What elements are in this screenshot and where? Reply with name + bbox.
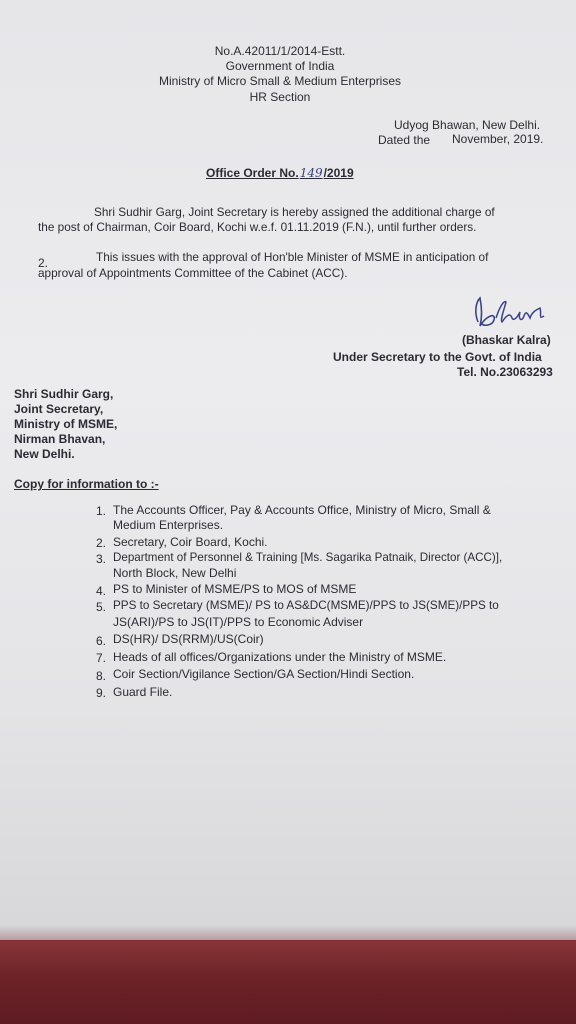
addressee-line: Joint Secretary, [14,402,104,416]
signatory-designation: Under Secretary to the Govt. of India [333,350,542,364]
addressee-line: Shri Sudhir Garg, [14,387,114,401]
place-line: Udyog Bhawan, New Delhi. [394,118,541,132]
order-title-prefix: Office Order No. [206,166,299,180]
list-item-number: 5. [95,600,106,614]
government-line: Government of India [225,59,335,73]
para2-number: 2. [38,256,49,270]
para2-line2: approval of Appointments Committee of the Cabinet (ACC). [38,266,348,280]
list-item: The Accounts Officer, Pay & Accounts Office, Ministry of Micro, Small & [113,503,491,517]
list-item-number: 9. [95,686,106,700]
copy-heading: Copy for information to :- [14,477,159,491]
para1-line2: the post of Chairman, Coir Board, Kochi w.e.f. 01.11.2019 (F.N.), until further orders. [38,220,477,234]
para1-line1: Shri Sudhir Garg, Joint Secretary is hereby assigned the additional charge of [94,205,495,219]
list-item: PS to Minister of MSME/PS to MOS of MSME [113,582,357,596]
dated-value: November, 2019. [452,132,544,146]
order-number-handwritten: 149 [299,166,323,180]
dated-label: Dated the [378,133,431,147]
file-number: No.A.42011/1/2014-Estt. [214,44,346,58]
signatory-telephone: Tel. No.23063293 [457,365,553,379]
list-item-number: 1. [95,504,106,518]
list-item-number: 2. [95,536,106,550]
list-item-number: 6. [95,634,106,648]
order-title [206,166,354,181]
list-item: Coir Section/Vigilance Section/GA Section/Hindi Section. [113,667,415,681]
addressee-line: Nirman Bhavan, [14,432,106,446]
addressee-line: Ministry of MSME, [14,417,118,431]
signature-image [470,294,560,334]
paper-bottom-shadow [0,925,576,941]
list-item: Secretary, Coir Board, Kochi. [113,535,268,549]
list-item: PPS to Secretary (MSME)/ PS to AS&DC(MSME)/PPS to JS(SME)/PPS to [113,599,499,612]
list-item: Guard File. [113,685,173,699]
list-item: Department of Personnel & Training [Ms. Sagarika Patnaik, Director (ACC)], [113,551,503,564]
addressee-line: New Delhi. [14,447,75,461]
list-item-number: 4. [95,584,106,598]
section-line: HR Section [249,90,311,104]
ministry-line: Ministry of Micro Small & Medium Enterprises [158,74,402,88]
para2-line1: This issues with the approval of Hon'ble Minister of MSME in anticipation of [96,250,489,264]
signatory-name: (Bhaskar Kalra) [462,333,551,347]
list-item: Medium Enterprises. [113,518,224,532]
list-item: Heads of all offices/Organizations under the Ministry of MSME. [113,650,447,664]
list-item-number: 7. [95,651,106,665]
order-title-suffix: /2019 [323,166,354,180]
list-item: North Block, New Delhi [113,566,237,580]
list-item-number: 3. [95,552,106,566]
list-item: DS(HR)/ DS(RRM)/US(Coir) [113,632,264,646]
list-item: JS(ARI)/PS to JS(IT)/PPS to Economic Adviser [113,615,364,629]
table-surface [0,930,576,1024]
list-item-number: 8. [95,669,106,683]
